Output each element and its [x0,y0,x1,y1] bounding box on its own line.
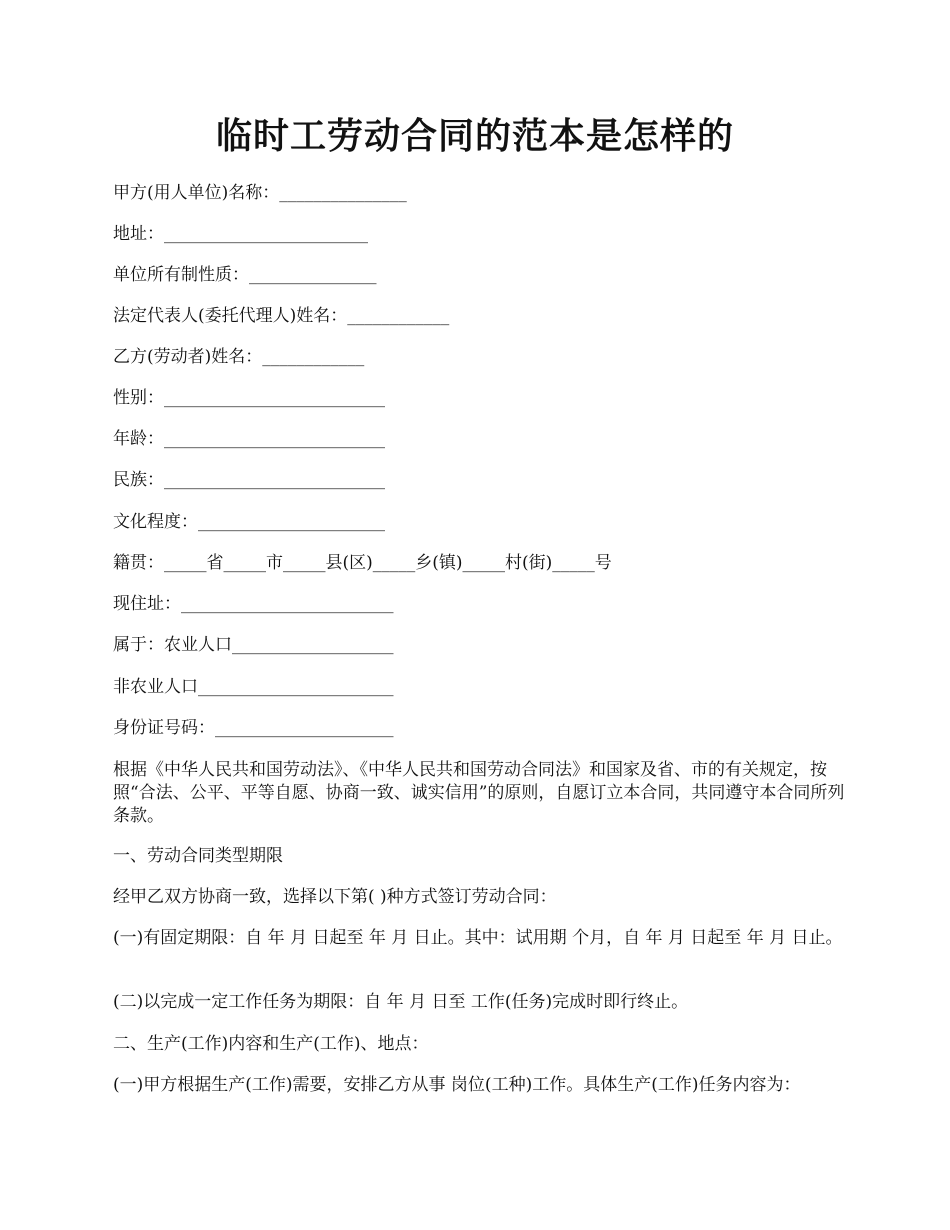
section-2-title: 二、生产(工作)内容和生产(工作)、地点： [113,1034,429,1054]
field-employer-name: 甲方(用人单位)名称：_______________ [113,183,407,203]
field-education: 文化程度：______________________ [113,512,385,532]
section-1-title: 一、劳动合同类型期限 [113,846,283,866]
field-agricultural: 属于：农业人口___________________ [113,635,394,655]
section-2-item-1: (一)甲方根据生产(工作)需要，安排乙方从事 岗位(工种)工作。具体生产(工作)任务内容为： [113,1075,801,1095]
preamble-paragraph: 根据《中华人民共和国劳动法》、《中华人民共和国劳动合同法》和国家及省、市的有关规定，按照“合法、公平、平等自愿、协商一致、诚实信用”的原则，自愿订立本合同，共同遵守本合同所列条款。 [113,760,845,826]
field-ethnicity: 民族：__________________________ [113,470,385,490]
section-1-item-1: (一)有固定期限：自 年 月 日起至 年 月 日止。其中：试用期 个月，自 年 月 日起至 年 月 日止。 [113,928,843,948]
section-1-intro: 经甲乙双方协商一致，选择以下第( )种方式签订劳动合同： [113,887,557,907]
field-employee-name: 乙方(劳动者)姓名：____________ [113,347,365,367]
field-id-number: 身份证号码：_____________________ [113,718,394,738]
field-gender: 性别：__________________________ [113,388,385,408]
field-native-place: 籍贯：_____省_____市_____县(区)_____乡(镇)_____村(街)_____号 [113,553,612,573]
section-1-item-2: (二)以完成一定工作任务为期限：自 年 月 日至 工作(任务)完成时即行终止。 [113,992,689,1012]
field-non-agricultural: 非农业人口_______________________ [113,677,394,697]
document-title: 临时工劳动合同的范本是怎样的 [215,115,734,157]
field-ownership-type: 单位所有制性质：_______________ [113,265,377,285]
field-legal-representative: 法定代表人(委托代理人)姓名：____________ [113,306,450,326]
field-current-address: 现住址：_________________________ [113,594,394,614]
field-age: 年龄：__________________________ [113,429,385,449]
field-address: 地址：________________________ [113,224,368,244]
